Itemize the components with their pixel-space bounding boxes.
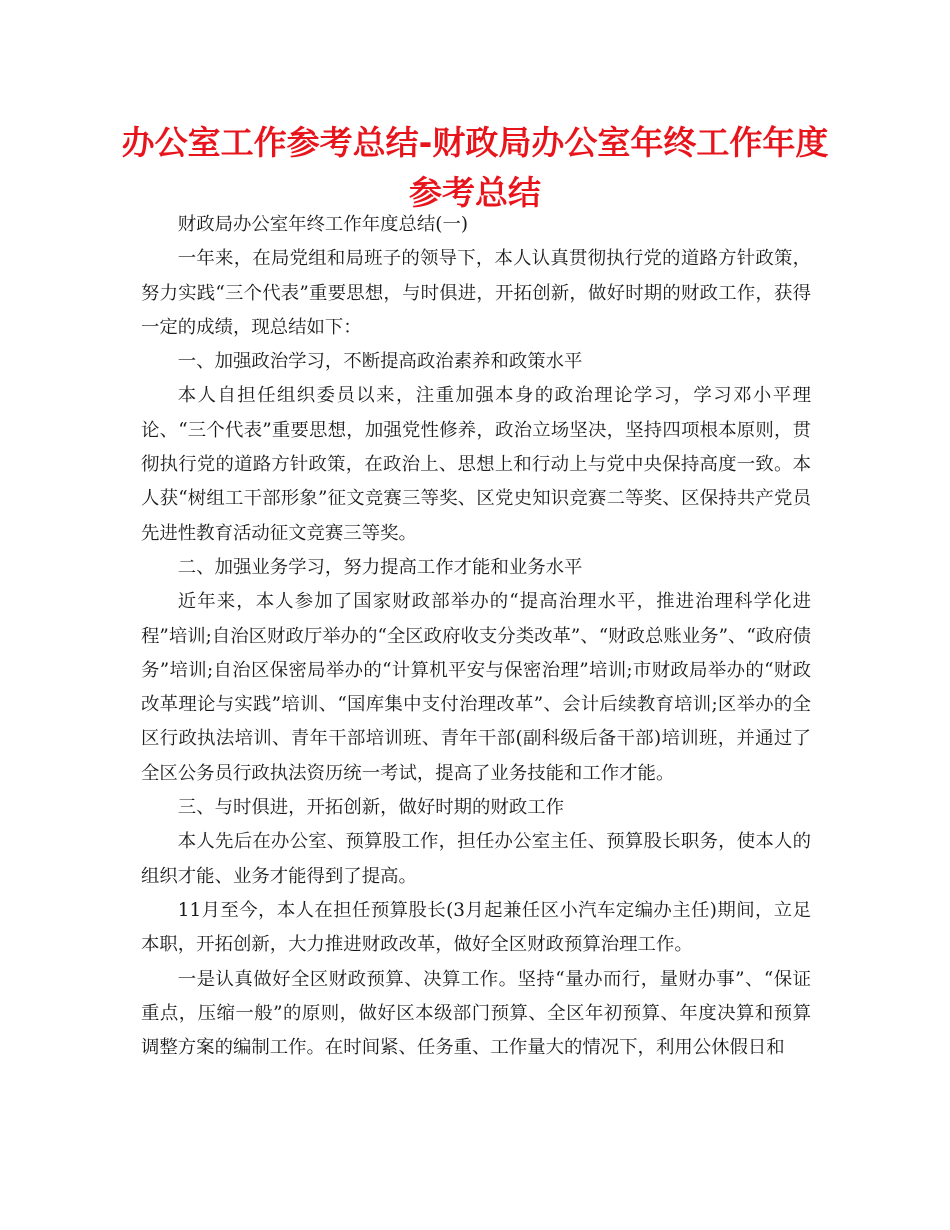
intro-paragraph: 一年来，在局党组和局班子的领导下，本人认真贯彻执行党的道路方针政策，努力实践“三个代表”重要思想，与时俱进，开拓创新，做好时期的财政工作，获得一定的成绩，现总结如下： [141,248,811,338]
body-paragraph: 11月至今，本人在担任预算股长(3月起兼任区小汽车定编办主任)期间，立足本职，开拓创新，大力推进财政改革，做好全区财政预算治理工作。 [141,899,811,956]
body-paragraph: 一是认真做好全区财政预算、决算工作。坚持“量办而行，量财办事”、“保证重点，压缩一般”的原则，做好区本级部门预算、全区年初预算、年度决算和预算调整方案的编制工作。在时间紧、任务重、工作量大的情况下，利用公休假日和 [141,968,811,1059]
body-paragraph: 本人自担任组织委员以来，注重加强本身的政治理论学习，学习邓小平理论、“三个代表”重要思想，加强党性修养，政治立场坚决，坚持四项根本原则，贯彻执行党的道路方针政策，在政治上、思想上和行动上与党中央保持高度一致。本人获“树组工干部形象”征文竞赛三等奖、区党史知识竞赛二等奖、区保持共产党员先进性教育活动征文竞赛三等奖。 [141,385,811,544]
document-title-line-1: 办公室工作参考总结-财政局办公室年终工作年度 [121,123,829,162]
section-heading-2: 二、加强业务学习，努力提高工作才能和业务水平 [177,556,583,578]
document-title-line-2: 参考总结 [409,173,541,212]
document-body [141,208,811,1065]
body-paragraph: 近年来，本人参加了国家财政部举办的“提高治理水平，推进治理科学化进程”培训;自治区财政厅举办的“全区政府收支分类改革”、“财政总账业务”、“政府债务”培训;自治区保密局举办的“计算机平安与保密治理”培训;市财政局举办的“财政改革理论与实践”培训、“国库集中支付治理改革”、会计后续教育培训;区举办的全区行政执法培训、青年干部培训班、青年干部(副科级后备干部)培训班，并通过了全区公务员行政执法资历统一考试，提高了业务技能和工作才能。 [141,591,811,784]
subtitle-paragraph: 财政局办公室年终工作年度总结(一) [177,214,469,235]
body-paragraph: 本人先后在办公室、预算股工作，担任办公室主任、预算股长职务，使本人的组织才能、业务才能得到了提高。 [141,831,811,887]
document-title [120,118,830,218]
section-heading-3: 三、与时俱进，开拓创新，做好时期的财政工作 [177,797,565,819]
section-heading-1: 一、加强政治学习，不断提高政治素养和政策水平 [177,351,583,373]
